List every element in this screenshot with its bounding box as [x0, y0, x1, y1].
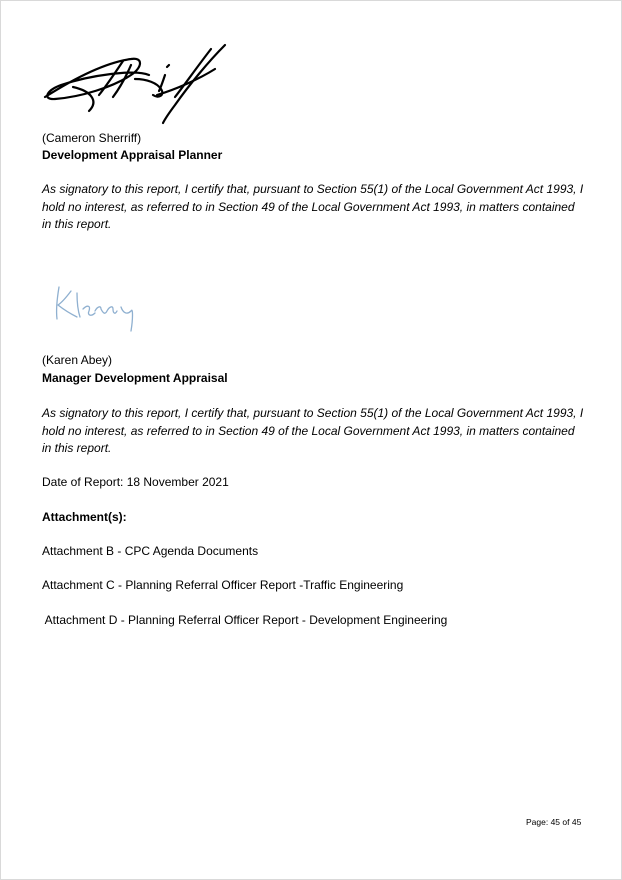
signature-karen-abey [51, 283, 141, 335]
signatory-title: Manager Development Appraisal [42, 371, 228, 385]
certification-statement: As signatory to this report, I certify that, pursuant to Section 55(1) of the Local Government Act 1993, I hold no interest, as referred to in Section 49 of the Local Government Act 1993, in matters contained in this report. [42, 406, 584, 455]
page-number: Page: 45 of 45 [526, 817, 582, 827]
attachment-item: Attachment B - CPC Agenda Documents [42, 544, 259, 558]
signatory-name: (Cameron Sherriff) [42, 131, 142, 145]
attachment-item: Attachment D - Planning Referral Officer Report - Development Engineering [42, 613, 448, 627]
attachments-heading: Attachment(s): [42, 510, 127, 524]
signature-cameron-sherriff [39, 39, 235, 125]
certification-statement: As signatory to this report, I certify that, pursuant to Section 55(1) of the Local Government Act 1993, I hold no interest, as referred to in Section 49 of the Local Government Act 1993, in matters contained in this report. [42, 182, 584, 231]
attachment-item: Attachment C - Planning Referral Officer Report -Traffic Engineering [42, 578, 404, 592]
signatory-name: (Karen Abey) [42, 353, 113, 367]
signatory-title: Development Appraisal Planner [42, 148, 223, 162]
report-date: Date of Report: 18 November 2021 [42, 475, 229, 489]
